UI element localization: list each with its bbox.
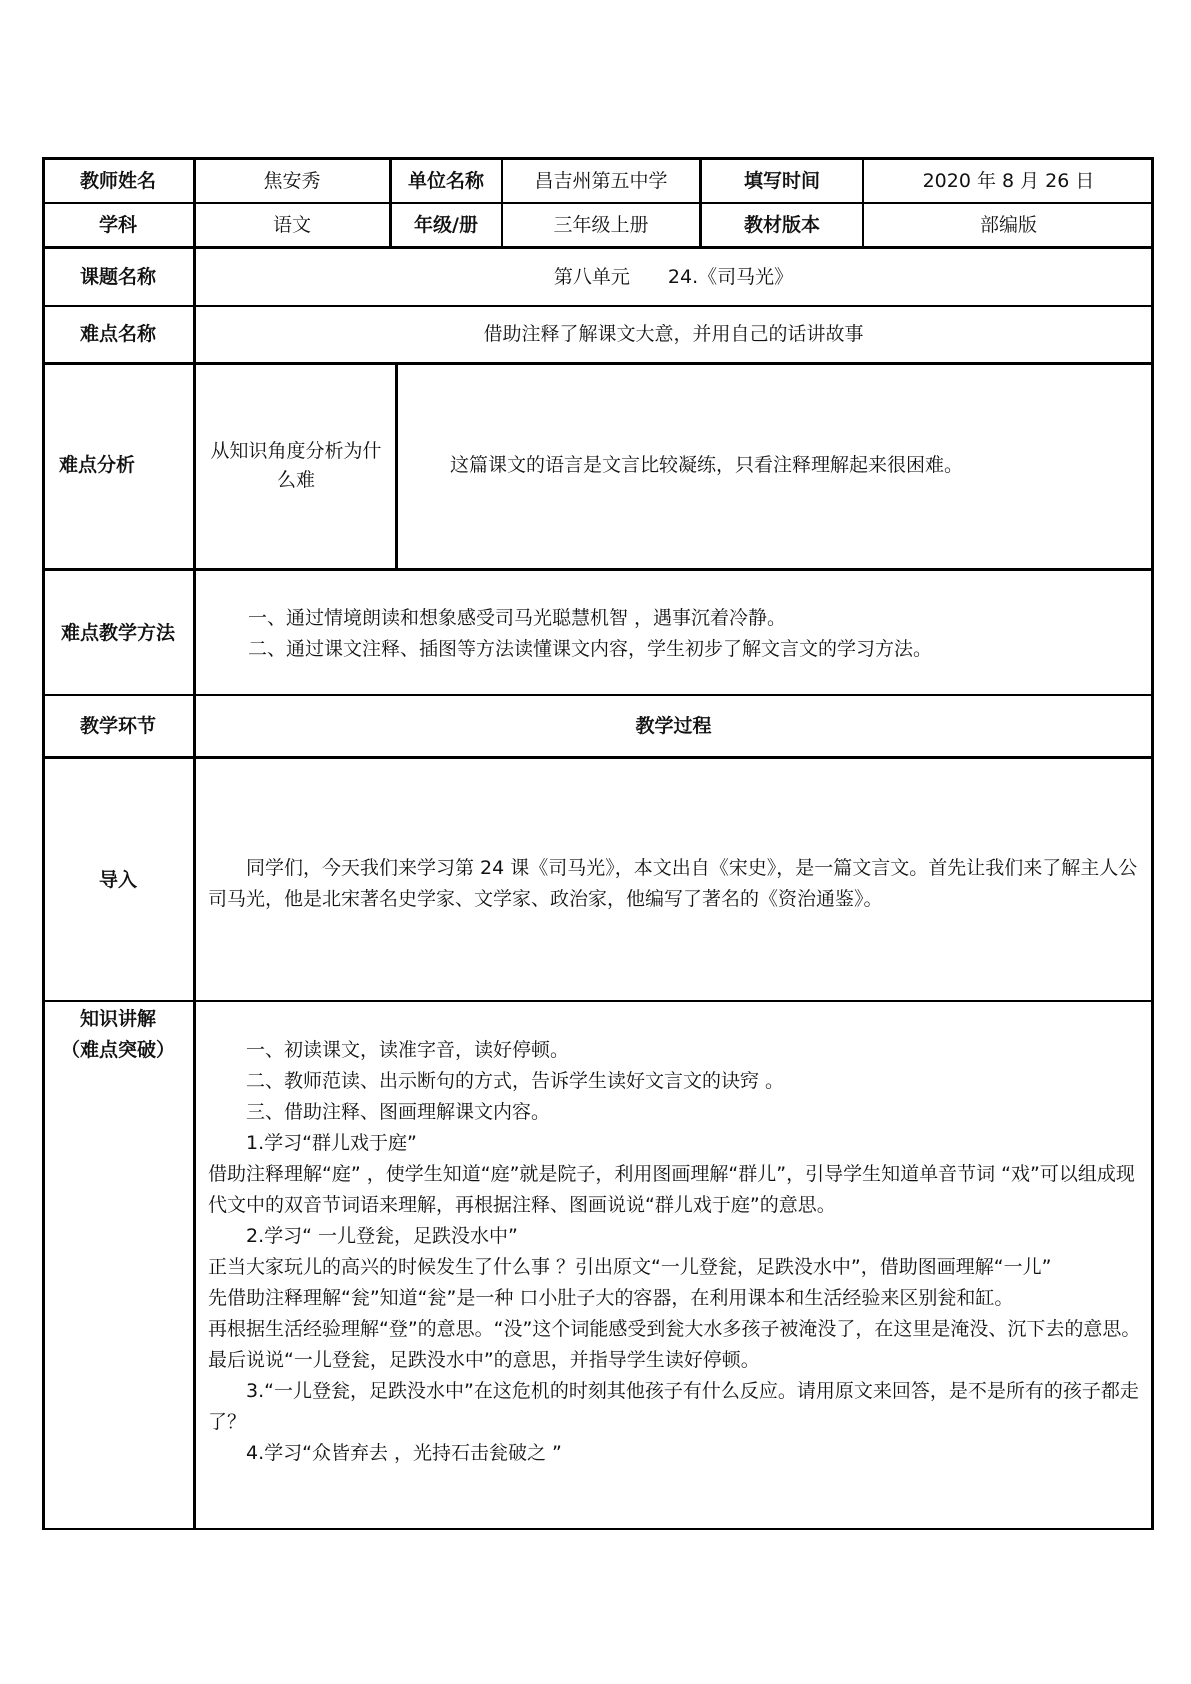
knowledge-line: 三、借助注释、图画理解课文内容。 xyxy=(246,1101,551,1123)
grade-label: 年级/册 xyxy=(414,213,478,236)
table-rule xyxy=(42,305,1153,307)
method-line: 一、通过情境朗读和想象感受司马光聪慧机智 ，遇事沉着冷静。 xyxy=(248,607,787,629)
table-rule xyxy=(193,157,196,1530)
method-text xyxy=(210,603,1140,665)
knowledge-line: 2.学习“ 一儿登瓮，足跌没水中” xyxy=(246,1225,518,1247)
table-rule xyxy=(42,1000,1153,1002)
table-rule xyxy=(1151,157,1154,1530)
analysis-sub-label: 从知识角度分析为什么难 xyxy=(210,440,382,491)
edition-value: 部编版 xyxy=(979,213,1037,236)
table-rule xyxy=(501,157,503,248)
difficulty-value: 借助注释了解课文大意，并用自己的话讲故事 xyxy=(483,323,864,346)
edition-label: 教材版本 xyxy=(743,213,820,236)
table-rule xyxy=(42,157,45,1530)
topic-label: 课题名称 xyxy=(79,266,156,289)
subject-value: 语文 xyxy=(272,213,311,236)
knowledge-line: 借助注释理解“庭” ，使学生知道“庭”就是院子，利用图画理解“群儿”，引导学生知道单音节词 “戏”可以组成现代文中的双音节词语来理解，再根据注释、图画说说“群儿戏于庭”的意思。 xyxy=(208,1163,1135,1216)
method-line: 二、通过课文注释、插图等方法读懂课文内容，学生初步了解文言文的学习方法。 xyxy=(248,638,933,660)
knowledge-line: 3.“一儿登瓮，足跌没水中”在这危机的时刻其他孩子有什么反应。请用原文来回答，是不是所有的孩子都走了？ xyxy=(208,1380,1139,1433)
knowledge-line: 先借助注释理解“瓮”知道“瓮”是一种 口小肚子大的容器，在利用课本和生活经验来区别瓮和缸。 xyxy=(208,1287,1014,1309)
table-rule xyxy=(42,202,1153,204)
date-label: 填写时间 xyxy=(743,169,820,192)
table-rule xyxy=(42,246,1153,249)
intro-label: 导入 xyxy=(98,868,137,891)
teacher-name-label: 教师姓名 xyxy=(79,169,156,192)
table-rule xyxy=(42,157,1153,160)
unit-label: 单位名称 xyxy=(407,169,484,192)
teacher-name-value: 焦安秀 xyxy=(263,169,321,192)
table-rule xyxy=(42,362,1153,365)
unit-value: 昌吉州第五中学 xyxy=(534,169,668,192)
intro-text: 同学们，今天我们来学习第 24 课《司马光》，本文出自《宋史》，是一篇文言文。首先让我们来了解主人公司马光，他是北宋著名史学家、文学家、政治家，他编写了著名的《资治通鉴》。 xyxy=(208,857,1138,910)
analysis-label: 难点分析 xyxy=(58,454,135,477)
table-rule xyxy=(389,157,392,248)
analysis-value: 这篇课文的语言是文言比较凝练，只看注释理解起来很困难。 xyxy=(450,454,964,477)
knowledge-line: 二、教师范读、出示断句的方式，告诉学生读好文言文的诀窍 。 xyxy=(246,1070,785,1092)
table-rule xyxy=(42,1528,1153,1530)
knowledge-line: 一、初读课文，读准字音，读好停顿。 xyxy=(246,1039,570,1061)
knowledge-line: 再根据生活经验理解“登”的意思。“没”这个词能感受到瓮大水多孩子被淹没了，在这里是淹没、沉下去的意思。最后说说“一儿登瓮，足跌没水中”的意思，并指导学生读好停顿。 xyxy=(208,1318,1141,1371)
table-rule xyxy=(395,362,398,570)
table-rule xyxy=(42,694,1153,696)
method-label: 难点教学方法 xyxy=(60,621,175,644)
table-rule xyxy=(42,756,1153,759)
knowledge-label-line2: （难点突破） xyxy=(60,1039,175,1061)
date-value: 2020 年 8 月 26 日 xyxy=(922,169,1095,192)
knowledge-label-line1: 知识讲解 xyxy=(79,1008,156,1030)
knowledge-label xyxy=(42,1004,194,1066)
knowledge-line: 1.学习“群儿戏于庭” xyxy=(246,1132,417,1154)
knowledge-line: 4.学习“众皆弃去 ，光持石击瓮破之 ” xyxy=(246,1442,562,1464)
process-title: 教学过程 xyxy=(635,714,712,737)
topic-value: 第八单元 24.《司马光》 xyxy=(553,266,794,289)
subject-label: 学科 xyxy=(98,213,137,236)
table-rule xyxy=(699,157,702,248)
process-stage-label: 教学环节 xyxy=(79,714,156,737)
grade-value: 三年级上册 xyxy=(553,213,649,236)
knowledge-text xyxy=(208,1035,1150,1469)
table-rule xyxy=(862,157,864,248)
difficulty-label: 难点名称 xyxy=(79,323,156,346)
table-rule xyxy=(42,568,1153,571)
knowledge-line: 正当大家玩儿的高兴的时候发生了什么事 ？引出原文“一儿登瓮，足跌没水中”，借助图画理解“一儿” xyxy=(208,1256,1052,1278)
